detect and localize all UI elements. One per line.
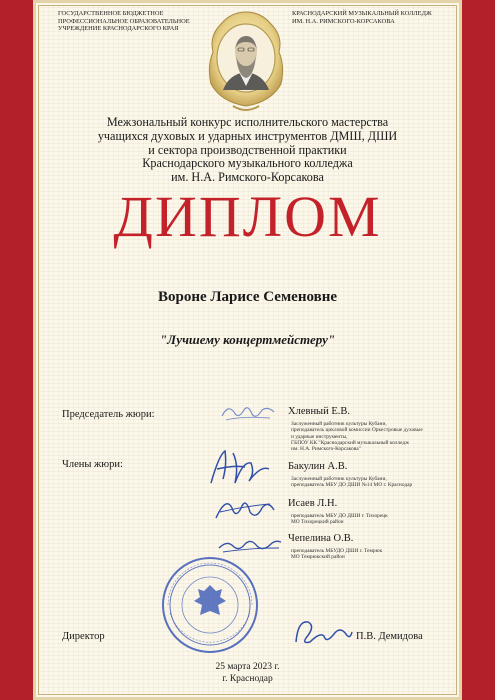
- header-right-line: КРАСНОДАРСКИЙ МУЗЫКАЛЬНЫЙ КОЛЛЕДЖ: [292, 10, 432, 17]
- jury-member-name: Исаев Л.Н.: [288, 498, 338, 509]
- contest-line: и сектора производственной практики: [148, 142, 347, 157]
- jury-desc-line: Заслуженный работник культуры Кубани,: [291, 421, 387, 427]
- jury-desc-line: МО Темрюкский район: [291, 554, 345, 561]
- issue-date: 25 марта 2023 г.: [215, 662, 280, 672]
- jury-member-description: [291, 548, 451, 561]
- header-left-line: ПРОФЕССИОНАЛЬНОЕ ОБРАЗОВАТЕЛЬНОЕ: [58, 17, 190, 25]
- jury-desc-line: МО Тихорецкий район: [291, 519, 344, 526]
- contest-title: [60, 116, 435, 185]
- jury-desc-line: преподаватель МБУ ДО ДШИ г. Тихорецк: [291, 513, 388, 519]
- contest-line: Межзональный конкурс исполнительского мастерства: [106, 115, 389, 129]
- header-left-line: ГОСУДАРСТВЕННОЕ БЮДЖЕТНОЕ: [58, 10, 164, 17]
- jury-member-description: [291, 421, 451, 452]
- jury-member-name: Чепелина О.В.: [288, 533, 354, 544]
- jury-member-name: Бакулин А.В.: [288, 461, 348, 472]
- header-right: [292, 10, 452, 25]
- jury-chair-label: Председатель жюри:: [62, 409, 155, 420]
- signature-chair-icon: [218, 398, 278, 428]
- director-name: П.В. Демидова: [356, 631, 423, 642]
- jury-desc-line: и ударные инструменты,: [291, 433, 348, 440]
- contest-line: Краснодарского музыкального колледжа: [142, 156, 353, 171]
- signature-director-icon: [290, 612, 355, 652]
- footer: [180, 662, 315, 685]
- jury-desc-line: преподаватель МБУ ДО ДШИ №14 МО г. Краснодар: [291, 482, 413, 489]
- issue-city: г. Краснодар: [222, 673, 273, 684]
- portrait-medallion-icon: [205, 6, 287, 116]
- contest-line: им. Н.А. Римского-Корсакова: [171, 170, 324, 185]
- jury-desc-line: им. Н.А. Римского-Корсакова": [291, 446, 361, 453]
- jury-desc-line: преподаватель МБУДО ДШИ г. Темрюк: [291, 548, 383, 554]
- jury-members-label: Члены жюри:: [62, 459, 123, 470]
- signature-member1-icon: [205, 445, 275, 490]
- jury-member-description: [291, 476, 451, 489]
- jury-desc-line: преподаватель цикловой комиссии Оркестровые духовые: [291, 427, 423, 434]
- contest-line: учащихся духовых и ударных инструментов ДМШ, ДШИ: [97, 128, 398, 143]
- header-left-line: УЧРЕЖДЕНИЕ КРАСНОДАРСКОГО КРАЯ: [58, 25, 179, 33]
- jury-desc-line: Заслуженный работник культуры Кубани,: [291, 476, 387, 482]
- header-right-line: ИМ. Н.А. РИМСКОГО-КОРСАКОВА: [292, 17, 395, 25]
- director-label: Директор: [62, 631, 105, 642]
- diploma-heading: ДИПЛОМ: [113, 184, 382, 249]
- jury-member-name: Хлевный Е.В.: [288, 406, 351, 417]
- official-stamp-icon: [160, 555, 260, 655]
- recipient-name: Вороне Ларисе Семеновне: [157, 289, 338, 305]
- signature-member2-icon: [210, 492, 280, 526]
- jury-desc-line: ГБПОУ КК "Краснодарский музыкальный колледж: [291, 439, 409, 446]
- award-nomination: "Лучшему концертмейстеру": [159, 332, 336, 347]
- jury-member-description: [291, 513, 451, 526]
